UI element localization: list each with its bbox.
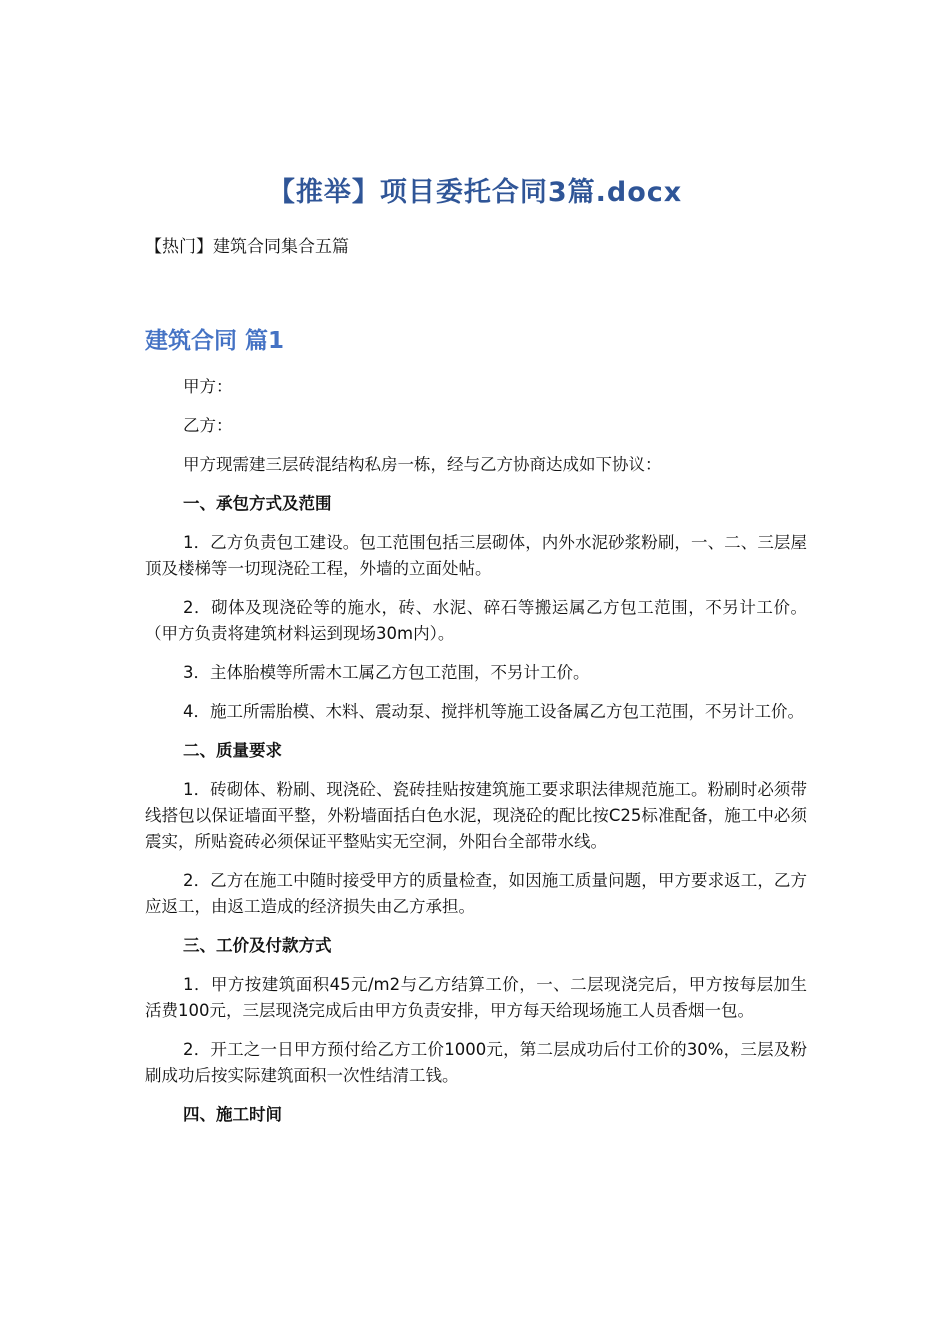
clause-heading-3: 三、工价及付款方式 <box>183 936 332 955</box>
paragraph-party-a: 甲方： <box>183 377 233 396</box>
clause-heading-2: 二、质量要求 <box>183 741 282 760</box>
clause-item: 2．开工之一日甲方预付给乙方工价1000元，第二层成功后付工价的30%，三层及粉刷成功后按实际建筑面积一次性结清工钱。 <box>145 1040 807 1085</box>
clause-item: 1．乙方负责包工建设。包工范围包括三层砌体，内外水泥砂浆粉刷，一、二、三层屋顶及楼梯等一切现浇砼工程，外墙的立面处帖。 <box>145 533 807 578</box>
paragraph-party-b: 乙方： <box>183 416 233 435</box>
clause-item: 4．施工所需胎模、木料、震动泵、搅拌机等施工设备属乙方包工范围，不另计工价。 <box>183 702 804 721</box>
clause-item: 1．砖砌体、粉刷、现浇砼、瓷砖挂贴按建筑施工要求职法律规范施工。粉刷时必须带线搭包以保证墙面平整，外粉墙面括白色水泥，现浇砼的配比按C25标准配备，施工中必须震实，所贴瓷砖必须保证平整贴实无空洞，外阳台全部带水线。 <box>145 780 807 851</box>
clause-item: 2．砌体及现浇砼等的施水，砖、水泥、碎石等搬运属乙方包工范围，不另计工价。（甲方负责将建筑材料运到现场30m内）。 <box>145 598 807 643</box>
section-heading: 建筑合同 篇1 <box>145 328 285 354</box>
paragraph-intro: 甲方现需建三层砖混结构私房一栋，经与乙方协商达成如下协议： <box>183 455 662 474</box>
document-body <box>145 374 807 1141</box>
clause-item: 3．主体胎模等所需木工属乙方包工范围，不另计工价。 <box>183 663 590 682</box>
document-subtitle: 【热门】建筑合同集合五篇 <box>145 237 349 257</box>
document-title: 【推举】项目委托合同3篇.docx <box>267 177 683 208</box>
clause-item: 1．甲方按建筑面积45元/m2与乙方结算工价，一、二层现浇完后，甲方按每层加生活费100元，三层现浇完成后由甲方负责安排，甲方每天给现场施工人员香烟一包。 <box>145 975 807 1020</box>
clause-heading-4: 四、施工时间 <box>183 1105 282 1124</box>
clause-heading-1: 一、承包方式及范围 <box>183 494 332 513</box>
clause-item: 2．乙方在施工中随时接受甲方的质量检查，如因施工质量问题，甲方要求返工，乙方应返工，由返工造成的经济损失由乙方承担。 <box>145 871 807 916</box>
